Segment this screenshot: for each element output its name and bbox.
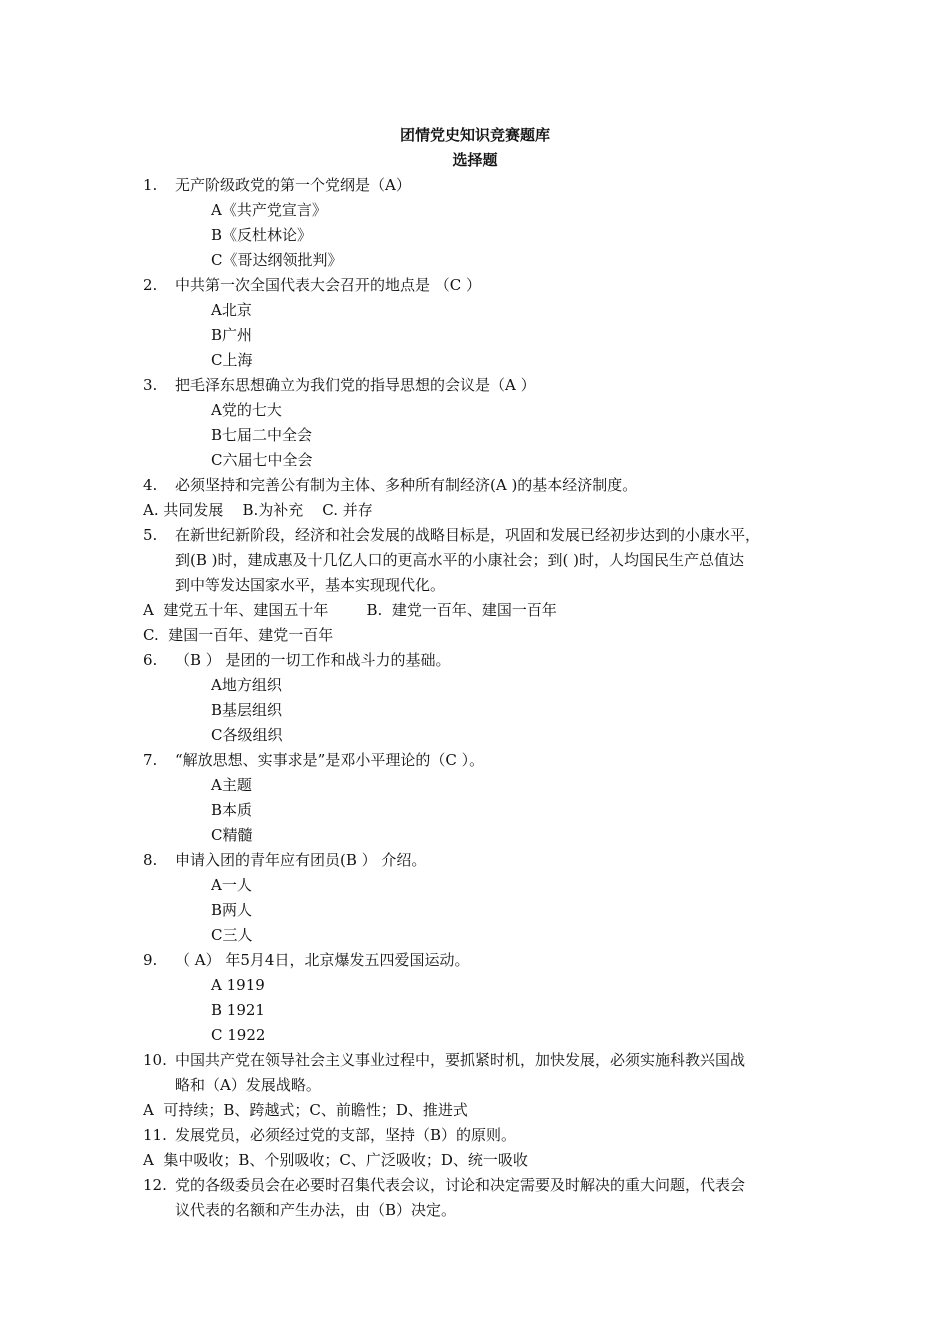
question-stem-continuation — [143, 1073, 823, 1098]
question-stem — [143, 1123, 823, 1148]
answer-option: B七届二中全会 — [211, 426, 313, 444]
question-text: 略和（A）发展战略。 — [175, 1076, 321, 1094]
answer-choices-line: C. 建国一百年、建党一百年 — [143, 626, 334, 644]
question-number: 8. — [143, 851, 158, 869]
question-stem — [143, 373, 823, 398]
answer-option: B《反杜林论》 — [211, 226, 313, 244]
answer-option: C精髓 — [211, 826, 253, 844]
question-text: 中国共产党在领导社会主义事业过程中，要抓紧时机，加快发展，必须实施科教兴国战 — [175, 1051, 746, 1069]
answer-option: C上海 — [211, 351, 253, 369]
answer-option: A主题 — [211, 776, 252, 794]
question-stem — [143, 473, 823, 498]
question-stem — [143, 273, 823, 298]
answer-option: B 1921 — [211, 1001, 265, 1019]
answer-option: A一人 — [211, 876, 252, 894]
question-text: 申请入团的青年应有团员(B ） 介绍。 — [175, 851, 427, 869]
question-stem-continuation — [143, 1198, 823, 1223]
question-stem — [143, 948, 823, 973]
answer-option: C各级组织 — [211, 726, 283, 744]
answer-option: C三人 — [211, 926, 253, 944]
question-text: 在新世纪新阶段，经济和社会发展的战略目标是，巩固和发展已经初步达到的小康水平， — [175, 526, 761, 544]
answer-choices-line: A. 共同发展 B.为补充 C. 并存 — [143, 501, 373, 519]
question-number: 11. — [143, 1126, 167, 1144]
answer-option: C《哥达纲领批判》 — [211, 251, 343, 269]
question-text: “解放思想、实事求是”是邓小平理论的（C ）。 — [175, 751, 485, 769]
question-text: 把毛泽东思想确立为我们党的指导思想的会议是（A ） — [175, 376, 536, 394]
answer-option: B两人 — [211, 901, 253, 919]
answer-choices-line: A 建党五十年、建国五十年 B. 建党一百年、建国一百年 — [143, 601, 557, 619]
document-title: 团情党史知识竞赛题库 — [399, 126, 550, 144]
answer-option: B广州 — [211, 326, 253, 344]
answer-option: A党的七大 — [211, 401, 282, 419]
question-number: 1. — [143, 176, 158, 194]
question-text: 党的各级委员会在必要时召集代表会议，讨论和决定需要及时解决的重大问题，代表会 — [175, 1176, 746, 1194]
question-stem-continuation — [143, 573, 823, 598]
answer-option: B本质 — [211, 801, 253, 819]
question-number: 9. — [143, 951, 158, 969]
answer-option: A《共产党宣言》 — [211, 201, 327, 219]
answer-option: A 1919 — [211, 976, 265, 994]
question-stem — [143, 748, 823, 773]
question-number: 2. — [143, 276, 158, 294]
question-text: 到(B )时，建成惠及十几亿人口的更高水平的小康社会；到( )时，人均国民生产总值达 — [175, 551, 744, 569]
question-stem — [143, 1173, 823, 1198]
answer-option: B基层组织 — [211, 701, 283, 719]
question-text: 到中等发达国家水平，基本实现现代化。 — [175, 576, 446, 594]
question-stem — [143, 848, 823, 873]
question-text: （ A） 年5月4日，北京爆发五四爱国运动。 — [175, 951, 470, 969]
answer-option: A地方组织 — [211, 676, 282, 694]
question-list — [143, 173, 823, 1223]
question-stem — [143, 1048, 823, 1073]
question-text: （B ） 是团的一切工作和战斗力的基础。 — [175, 651, 451, 669]
question-number: 10. — [143, 1051, 167, 1069]
question-number: 12. — [143, 1176, 167, 1194]
answer-choices-line: A 可持续；B、跨越式；C、前瞻性；D、推进式 — [143, 1101, 468, 1119]
question-text: 发展党员，必须经过党的支部，坚持（B）的原则。 — [175, 1126, 517, 1144]
question-stem-continuation — [143, 548, 823, 573]
question-stem — [143, 648, 823, 673]
question-stem — [143, 523, 823, 548]
answer-option: C六届七中全会 — [211, 451, 313, 469]
question-text: 必须坚持和完善公有制为主体、多种所有制经济(A )的基本经济制度。 — [175, 476, 638, 494]
question-text: 议代表的名额和产生办法，由（B）决定。 — [175, 1201, 457, 1219]
question-number: 3. — [143, 376, 158, 394]
question-number: 6. — [143, 651, 158, 669]
question-number: 7. — [143, 751, 158, 769]
question-number: 5. — [143, 526, 158, 544]
section-subtitle: 选择题 — [452, 151, 498, 169]
answer-choices-line: A 集中吸收；B、个别吸收；C、广泛吸收；D、统一吸收 — [143, 1151, 528, 1169]
answer-option: C 1922 — [211, 1026, 266, 1044]
question-text: 中共第一次全国代表大会召开的地点是 （C ） — [175, 276, 482, 294]
answer-option: A北京 — [211, 301, 252, 319]
question-number: 4. — [143, 476, 158, 494]
question-text: 无产阶级政党的第一个党纲是（A） — [175, 176, 411, 194]
question-stem — [143, 173, 823, 198]
